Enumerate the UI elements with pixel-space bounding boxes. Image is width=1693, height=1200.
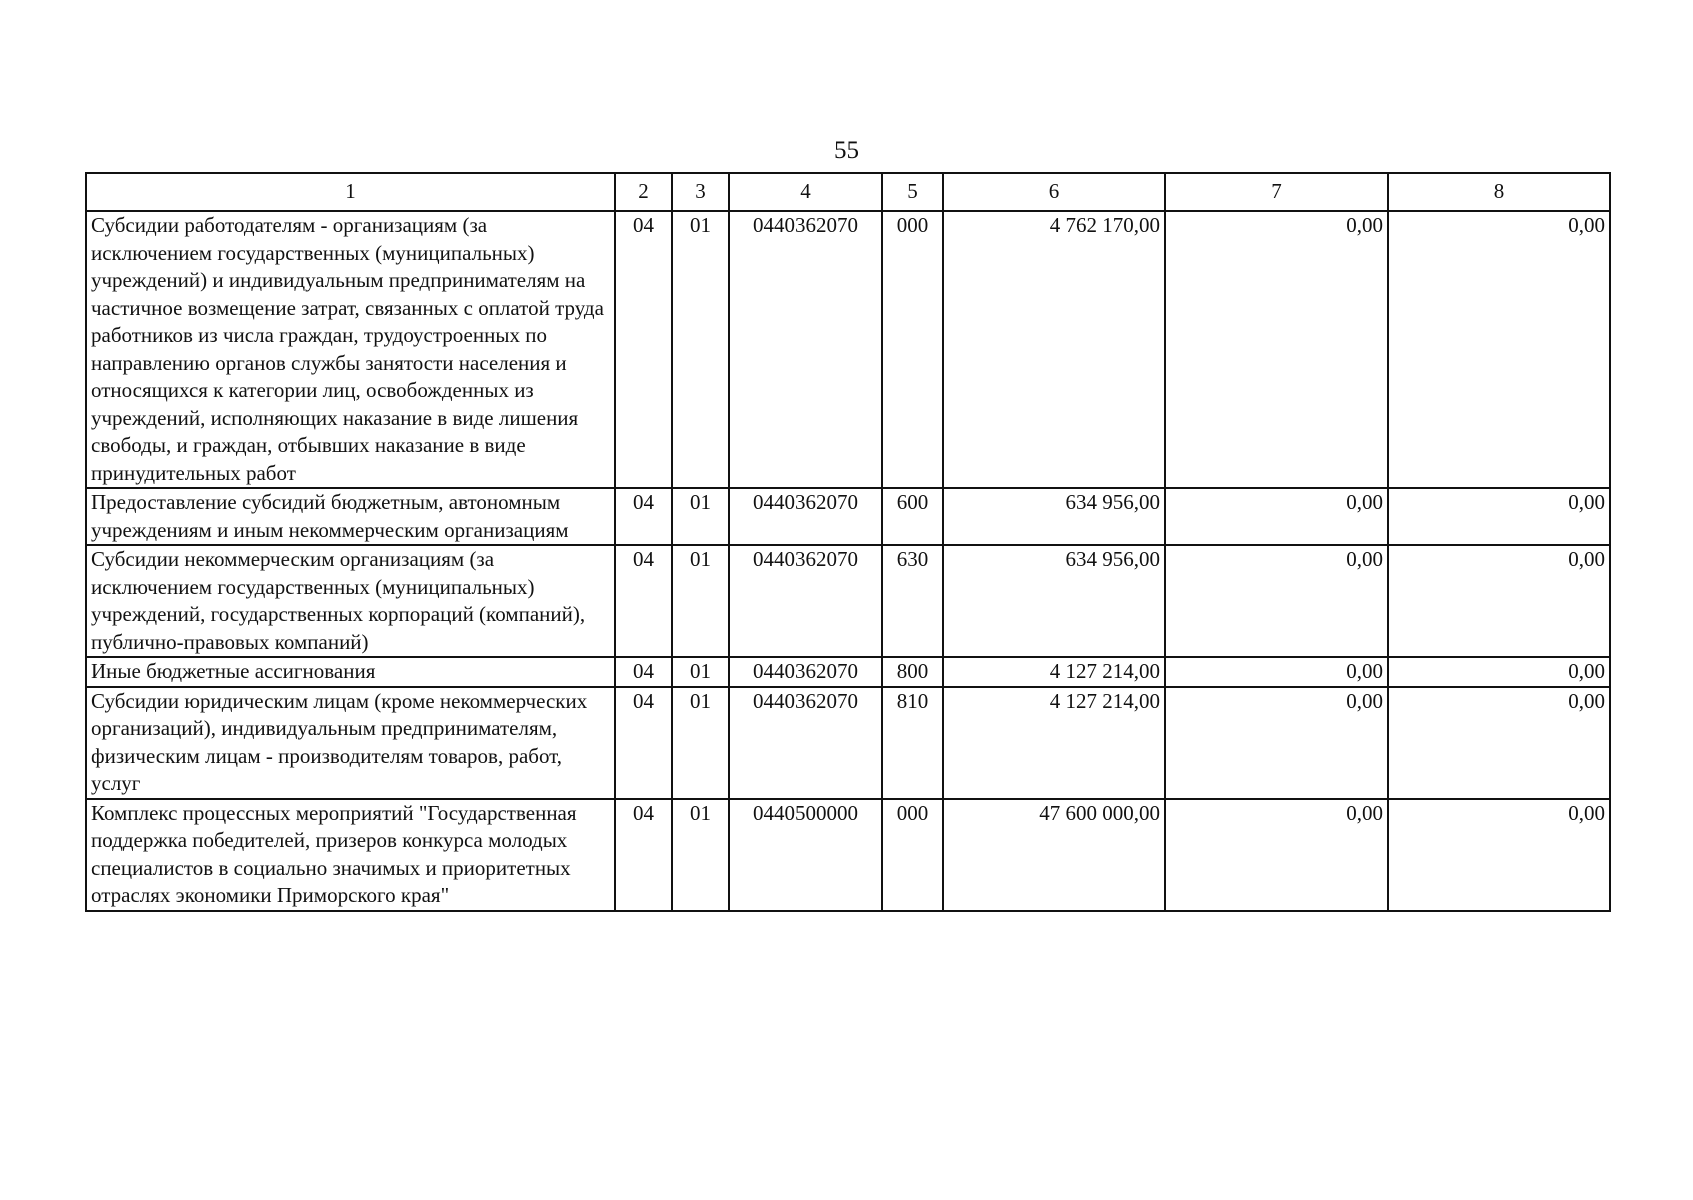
amount-col-7: 0,00 (1165, 687, 1388, 799)
page-number: 55 (834, 137, 859, 164)
section-code: 04 (615, 687, 672, 799)
amount-col-8: 0,00 (1388, 211, 1610, 488)
header-cell: 7 (1165, 173, 1388, 211)
subsection-code: 01 (672, 657, 729, 687)
target-code: 0440362070 (729, 488, 882, 545)
amount-col-7: 0,00 (1165, 211, 1388, 488)
section-code: 04 (615, 657, 672, 687)
section-code: 04 (615, 211, 672, 488)
header-cell: 3 (672, 173, 729, 211)
table-row (86, 211, 1610, 488)
header-cell: 8 (1388, 173, 1610, 211)
subsection-code: 01 (672, 488, 729, 545)
section-code: 04 (615, 545, 672, 657)
row-name: Предоставление субсидий бюджетным, автономным учреждениям и иным некоммерческим организациям (86, 488, 615, 545)
row-name: Субсидии работодателям - организациям (за исключением государственных (муниципальных) учреждений) и индивидуальным предпринимателям на частичное возмещение затрат, связанных с оплатой труда работников из числа граждан, трудоустроенных по направлению органов службы занятости населения и относящихся к категории лиц, освобожденных из учреждений, исполняющих наказание в виде лишения свободы, и граждан, отбывших наказание в виде принудительных работ (86, 211, 615, 488)
amount-col-6: 4 127 214,00 (943, 657, 1165, 687)
expense-type-code: 800 (882, 657, 943, 687)
section-code: 04 (615, 488, 672, 545)
header-row (86, 173, 1610, 211)
target-code: 0440362070 (729, 545, 882, 657)
table-row (86, 657, 1610, 687)
target-code: 0440362070 (729, 657, 882, 687)
amount-col-8: 0,00 (1388, 545, 1610, 657)
amount-col-6: 634 956,00 (943, 488, 1165, 545)
amount-col-7: 0,00 (1165, 799, 1388, 911)
table-row (86, 488, 1610, 545)
amount-col-6: 4 127 214,00 (943, 687, 1165, 799)
table-row (86, 545, 1610, 657)
header-cell: 5 (882, 173, 943, 211)
amount-col-7: 0,00 (1165, 488, 1388, 545)
amount-col-8: 0,00 (1388, 657, 1610, 687)
row-name: Комплекс процессных мероприятий "Государственная поддержка победителей, призеров конкурса молодых специалистов в социально значимых и приоритетных отраслях экономики Приморского края" (86, 799, 615, 911)
header-cell: 4 (729, 173, 882, 211)
row-name: Субсидии некоммерческим организациям (за исключением государственных (муниципальных) учреждений, государственных корпораций (компаний), публично-правовых компаний) (86, 545, 615, 657)
expense-type-code: 630 (882, 545, 943, 657)
expense-type-code: 600 (882, 488, 943, 545)
subsection-code: 01 (672, 211, 729, 488)
subsection-code: 01 (672, 799, 729, 911)
target-code: 0440362070 (729, 211, 882, 488)
target-code: 0440362070 (729, 687, 882, 799)
row-name: Иные бюджетные ассигнования (86, 657, 615, 687)
expense-type-code: 000 (882, 799, 943, 911)
target-code: 0440500000 (729, 799, 882, 911)
subsection-code: 01 (672, 545, 729, 657)
amount-col-6: 634 956,00 (943, 545, 1165, 657)
section-code: 04 (615, 799, 672, 911)
table-row (86, 799, 1610, 911)
header-cell: 1 (86, 173, 615, 211)
header-cell: 2 (615, 173, 672, 211)
header-cell: 6 (943, 173, 1165, 211)
expense-type-code: 810 (882, 687, 943, 799)
amount-col-6: 4 762 170,00 (943, 211, 1165, 488)
expense-type-code: 000 (882, 211, 943, 488)
subsection-code: 01 (672, 687, 729, 799)
amount-col-8: 0,00 (1388, 687, 1610, 799)
amount-col-6: 47 600 000,00 (943, 799, 1165, 911)
budget-table (85, 172, 1611, 912)
amount-col-8: 0,00 (1388, 488, 1610, 545)
table-row (86, 687, 1610, 799)
amount-col-7: 0,00 (1165, 657, 1388, 687)
amount-col-7: 0,00 (1165, 545, 1388, 657)
amount-col-8: 0,00 (1388, 799, 1610, 911)
row-name: Субсидии юридическим лицам (кроме некоммерческих организаций), индивидуальным предпринимателям, физическим лицам - производителям товаров, работ, услуг (86, 687, 615, 799)
